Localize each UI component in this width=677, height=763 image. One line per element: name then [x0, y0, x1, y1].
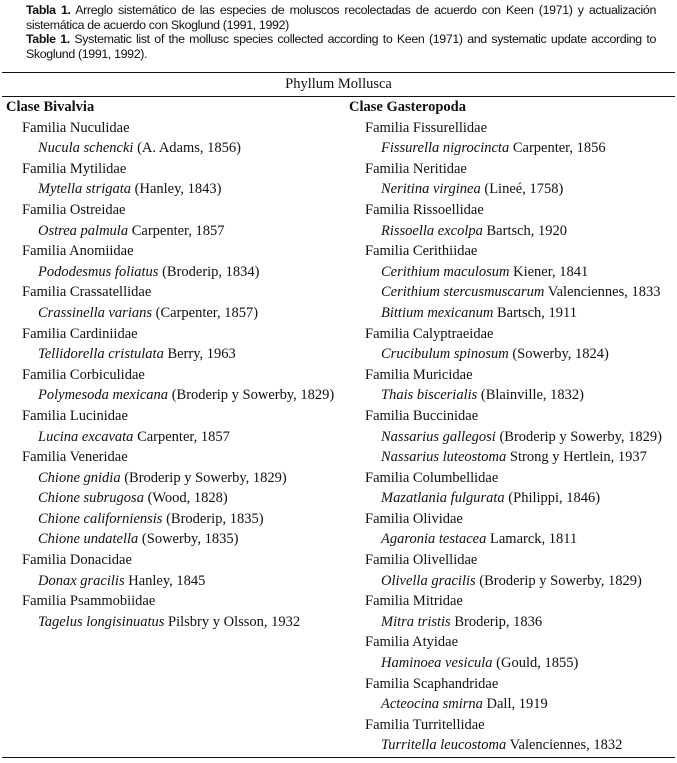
species-author: Valenciennes, 1832 [506, 737, 623, 754]
species-name: Thais biscerialis [381, 387, 478, 404]
species-entry [349, 529, 662, 550]
species-author: (Wood, 1828) [143, 490, 228, 507]
species-author: (Gould, 1855) [492, 655, 579, 672]
species-name: Nassarius luteostoma [381, 449, 507, 466]
species-name: Crucibulum spinosum [381, 346, 509, 363]
species-entry [349, 303, 662, 324]
species-entry [349, 694, 662, 715]
family-name: Familia Crassatellidae [22, 284, 152, 301]
species-author: (Broderip, 1834) [158, 263, 260, 280]
species-name: Mitra tristis [381, 613, 451, 630]
species-entry [349, 571, 662, 592]
species-author: (Broderip y Sowerby, 1829) [495, 428, 662, 445]
family-name: Familia Olividae [365, 510, 463, 527]
family-name: Familia Columbellidae [365, 469, 499, 486]
species-author: Bartsch, 1911 [493, 304, 577, 321]
family-name: Familia Atyidae [365, 634, 459, 651]
family-name: Familia Calyptraeidae [365, 325, 494, 342]
species-author: Carpenter, 1856 [509, 140, 606, 157]
species-entry [349, 262, 662, 283]
species-entry [6, 385, 334, 406]
caption-label: Table 1. [26, 32, 70, 46]
caption-text: Systematic list of the mollusc species collected according to Keen (1971) and systematic update according to Skoglund (1991, 1992). [26, 32, 656, 61]
species-author: (Broderip y Sowerby, 1829) [475, 572, 642, 589]
species-author: (Broderip y Sowerby, 1829) [120, 469, 287, 486]
species-name: Cerithium maculosum [381, 263, 510, 280]
species-entry [6, 488, 334, 509]
species-name: Bittium mexicanum [381, 304, 494, 321]
species-name: Cerithium stercusmuscarum [381, 284, 545, 301]
species-name: Tellidorella cristulata [38, 346, 164, 363]
species-author: (Broderip, 1835) [162, 510, 264, 527]
species-name: Nucula schencki [38, 140, 134, 157]
family-name: Familia Nuculidae [22, 119, 130, 136]
species-name: Chione undatella [38, 531, 139, 548]
species-author: (Sowerby, 1824) [508, 346, 609, 363]
class-heading: Clase Bivalvia [6, 99, 95, 115]
species-entry [349, 612, 662, 633]
family-name: Familia Neritidae [365, 160, 467, 177]
species-name: Donax gracilis [38, 572, 125, 589]
species-name: Acteocina smirna [381, 696, 483, 713]
species-entry [6, 529, 334, 550]
species-name: Mazatlania fulgurata [381, 490, 505, 507]
species-entry [349, 488, 662, 509]
table-bottom-rule [2, 757, 675, 758]
species-name: Chione subrugosa [38, 490, 144, 507]
species-name: Mytella strigata [38, 181, 132, 198]
species-entry [6, 179, 334, 200]
species-name: Lucina excavata [38, 428, 134, 445]
species-author: (A. Adams, 1856) [133, 140, 241, 157]
species-author: (Sowerby, 1835) [138, 531, 239, 548]
family-name: Familia Muricidae [365, 366, 473, 383]
species-entry [6, 262, 334, 283]
species-name: Polymesoda mexicana [38, 387, 169, 404]
species-author: Hanley, 1845 [124, 572, 206, 589]
column-gasteropoda [349, 97, 662, 756]
species-name: Neritina virginea [381, 181, 481, 198]
species-entry [349, 179, 662, 200]
family-name: Familia Psammobiidae [22, 593, 156, 610]
species-entry [349, 653, 662, 674]
family-name: Familia Lucinidae [22, 407, 128, 424]
species-author: Lamarck, 1811 [486, 531, 578, 548]
species-entry [6, 509, 334, 530]
family-name: Familia Cardiniidae [22, 325, 138, 342]
class-heading: Clase Gasteropoda [349, 99, 466, 115]
family-name: Familia Olivellidae [365, 552, 478, 569]
species-author: (Hanley, 1843) [131, 181, 222, 198]
species-name: Rissoella excolpa [381, 222, 483, 239]
species-author: Carpenter, 1857 [128, 222, 225, 239]
species-author: (Broderip y Sowerby, 1829) [168, 387, 335, 404]
species-author: Dall, 1919 [482, 696, 548, 713]
species-entry [349, 427, 662, 448]
species-name: Crassinella varians [38, 304, 152, 321]
species-name: Pododesmus foliatus [38, 263, 159, 280]
caption-spanish [26, 3, 656, 32]
species-entry [6, 427, 334, 448]
species-author: (Blainville, 1832) [477, 387, 584, 404]
species-author: Strong y Hertlein, 1937 [506, 449, 647, 466]
table-top-rule [2, 72, 675, 73]
caption-text: Arreglo sistemático de las especies de moluscos recolectadas de acuerdo con Keen (1971) y actualización sistemática de acuerdo con Skoglund (1991, 1992) [26, 3, 657, 32]
species-author: Carpenter, 1857 [133, 428, 230, 445]
species-author: Pilsbry y Olsson, 1932 [164, 613, 301, 630]
species-author: (Carpenter, 1857) [152, 304, 259, 321]
species-name: Turritella leucostoma [381, 737, 507, 754]
family-name: Familia Mytilidae [22, 160, 127, 177]
family-name: Familia Veneridae [22, 449, 128, 466]
species-author: Valenciennes, 1833 [544, 284, 661, 301]
table-header-phylum: Phyllum Mollusca [285, 76, 392, 92]
family-name: Familia Fissurellidae [365, 119, 488, 136]
species-entry [349, 138, 662, 159]
column-bivalvia [6, 97, 334, 632]
family-name: Familia Mitridae [365, 593, 463, 610]
family-name: Familia Scaphandridae [365, 675, 499, 692]
family-name: Familia Anomiidae [22, 243, 134, 260]
species-author: (Philippi, 1846) [504, 490, 601, 507]
species-entry [6, 344, 334, 365]
species-entry [6, 468, 334, 489]
species-name: Ostrea palmula [38, 222, 129, 239]
species-author: Broderip, 1836 [450, 613, 543, 630]
family-name: Familia Ostreidae [22, 201, 126, 218]
species-name: Nassarius gallegosi [381, 428, 496, 445]
species-name: Olivella gracilis [381, 572, 476, 589]
species-name: Haminoea vesicula [381, 655, 493, 672]
species-author: Berry, 1963 [163, 346, 236, 363]
species-entry [6, 612, 334, 633]
species-entry [349, 385, 662, 406]
family-name: Familia Turritellidae [365, 716, 485, 733]
caption-english [26, 32, 656, 61]
species-name: Fissurella nigrocincta [381, 140, 510, 157]
species-entry [349, 221, 662, 242]
species-author: (Lineé, 1758) [480, 181, 564, 198]
family-name: Familia Cerithiidae [365, 243, 478, 260]
species-entry [6, 138, 334, 159]
family-name: Familia Buccinidae [365, 407, 479, 424]
species-entry [349, 447, 662, 468]
species-entry [6, 571, 334, 592]
family-name: Familia Rissoellidae [365, 201, 484, 218]
species-name: Tagelus longisinuatus [38, 613, 165, 630]
species-entry [349, 735, 662, 756]
species-name: Agaronia testacea [381, 531, 487, 548]
family-name: Familia Donacidae [22, 552, 132, 569]
species-entry [349, 344, 662, 365]
species-entry [6, 221, 334, 242]
species-name: Chione californiensis [38, 510, 163, 527]
species-author: Bartsch, 1920 [482, 222, 568, 239]
caption-label: Tabla 1. [26, 3, 71, 17]
species-name: Chione gnidia [38, 469, 121, 486]
table-caption [26, 3, 656, 61]
species-entry [6, 303, 334, 324]
family-name: Familia Corbiculidae [22, 366, 145, 383]
species-entry [349, 282, 662, 303]
species-author: Kiener, 1841 [509, 263, 589, 280]
